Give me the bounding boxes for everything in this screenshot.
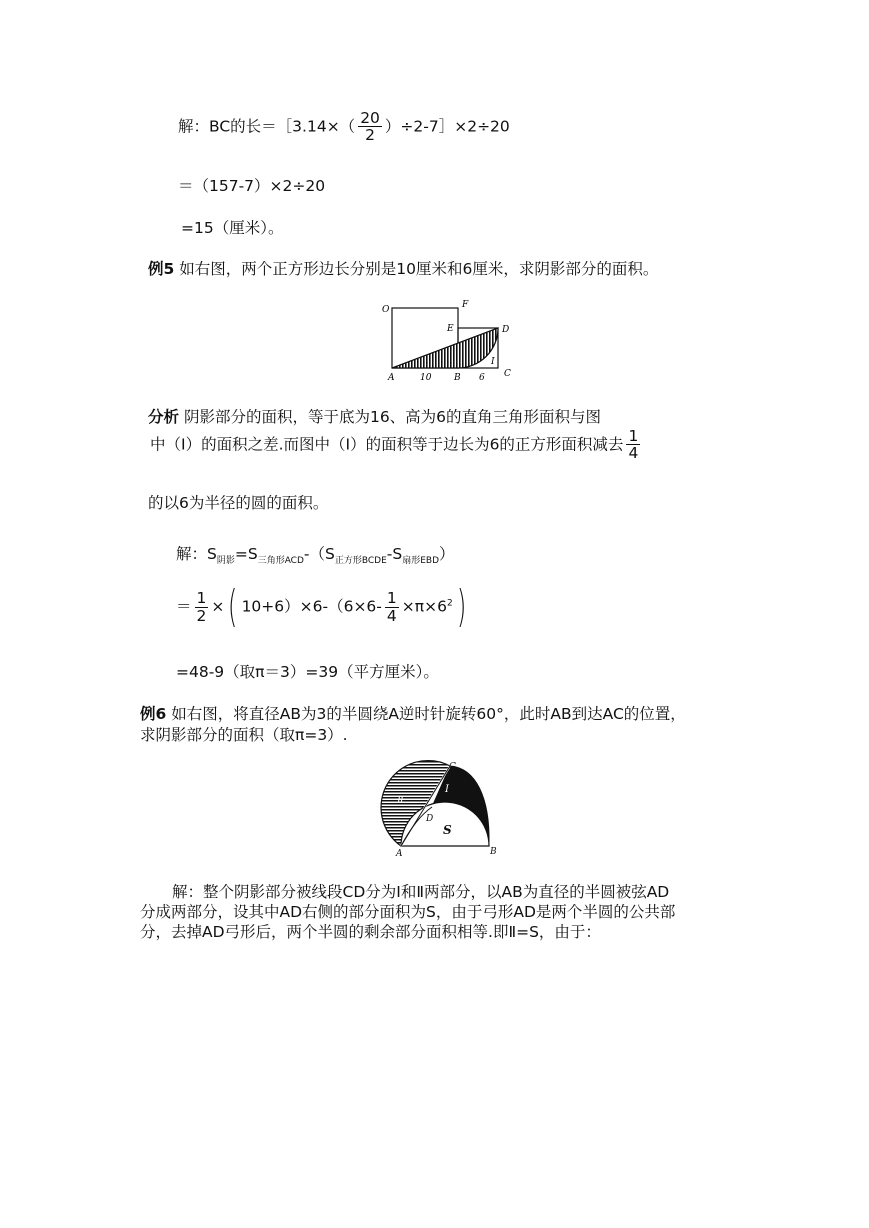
label-i: I [491, 357, 495, 367]
fraction-1-over-2: $\frac{1}{2}$ [196, 589, 207, 625]
label-c: C [449, 762, 456, 772]
solution-line-2: ＝（157-7）×2÷20 [178, 177, 326, 195]
label-c: C [504, 369, 511, 379]
solution5-line-3: =48-9（取π＝3）=39（平方厘米）。 [176, 663, 439, 681]
big-right-paren: ) [456, 581, 466, 632]
label-o: O [382, 305, 390, 315]
analysis-line-1 [148, 405, 601, 427]
figure-rotated-semicircle [376, 758, 506, 858]
big-left-paren: ( [228, 581, 238, 632]
example-5-heading [148, 257, 658, 279]
label-a: A [388, 373, 395, 383]
solution6-line-2: 分成两部分，设其中AD右侧的部分面积为S，由于弓形AD是两个半圆的公共部 [140, 903, 676, 921]
label-d: D [502, 325, 510, 335]
label-s: S [443, 823, 452, 837]
label-f: F [462, 300, 469, 310]
label-a: A [396, 849, 403, 858]
solution6-line-3: 分，去掉AD弓形后，两个半圆的剩余部分面积相等.即Ⅱ=S，由于： [140, 923, 601, 941]
label-b: B [454, 373, 461, 383]
example-6-text-1: 如右图，将直径AB为3的半圆绕A逆时针旋转60°，此时AB到达AC的位置， [171, 705, 686, 723]
label-ii: Ⅱ [397, 795, 404, 806]
example-6-line-2: 求阴影部分的面积（取π=3）. [140, 726, 348, 744]
example-5-label: 例5 [148, 260, 175, 278]
analysis-text-2: 中（Ⅰ）的面积之差.而图中（Ⅰ）的面积等于边长为6的正方形面积减去 [150, 435, 624, 454]
solution6-line-1: 解：整个阴影部分被线段CD分为Ⅰ和Ⅱ两部分，以AB为直径的半圆被弦AD [172, 883, 670, 901]
figure-two-squares [378, 298, 528, 388]
analysis-line-3: 的以6为半径的圆的面积。 [148, 494, 329, 512]
label-10: 10 [420, 373, 432, 383]
fraction-1-over-4-b: $\frac{1}{4}$ [386, 589, 397, 625]
label-d: D [426, 814, 434, 824]
analysis-line-2 [150, 428, 643, 462]
label-b: B [490, 847, 497, 857]
solution5-line-2: ＝ $\frac{1}{2}$ ×( 10+6）×6-（6×6- $\frac{1}{4}$ $\times\pi\times 6^2$) [176, 581, 466, 632]
solution-line-1-part-b: ）÷2-7］×2÷20 [384, 117, 510, 136]
example-6-line-1 [140, 702, 686, 724]
analysis-text-1: 阴影部分的面积，等于底为16、高为6的直角三角形面积与图 [183, 408, 602, 426]
fraction-1-over-4: $\frac{1}{4}$ [628, 427, 639, 463]
fraction-20-over-2: $\frac{20}{2}$ [360, 109, 380, 145]
solution5-line-1: 解：$S_{阴影}=S_{三角形ACD}-(S_{正方形BCDE}-S_{扇形EBD})$ [176, 545, 455, 566]
label-e: E [447, 324, 454, 334]
example-5-text: 如右图，两个正方形边长分别是10厘米和6厘米，求阴影部分的面积。 [179, 260, 659, 278]
solution-line-1 [178, 110, 510, 144]
label-i-region: Ⅰ [445, 784, 449, 795]
solution-line-1-part-a: 解：BC的长＝［3.14×（ [178, 117, 356, 136]
label-6: 6 [479, 373, 485, 383]
example-6-label: 例6 [140, 705, 167, 723]
analysis-label: 分析 [148, 408, 180, 426]
solution-line-3: =15（厘米）。 [181, 219, 284, 237]
